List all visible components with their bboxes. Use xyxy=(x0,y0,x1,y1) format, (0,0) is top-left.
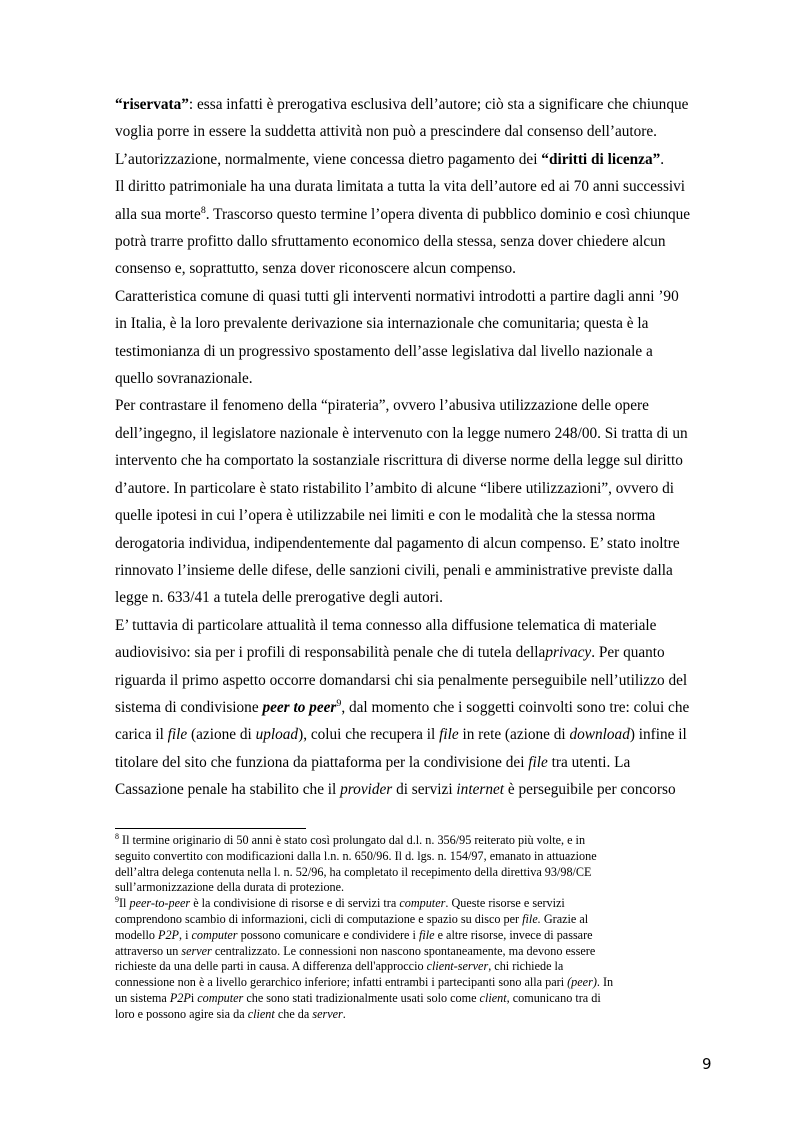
main-text xyxy=(115,91,718,804)
text-line: audiovisivo: sia per i profili di responsabilità penale che di tutela dellaprivacy. Per quanto xyxy=(115,644,665,662)
text-line: Il diritto patrimoniale ha una durata limitata a tutta la vita dell’autore ed ai 70 anni successivi xyxy=(115,178,686,196)
page-number: 9 xyxy=(702,1055,712,1073)
text-line: quelle ipotesi in cui l’opera è utilizzabile nei limiti e con le modalità che la stessa norma xyxy=(115,507,656,525)
footnote-separator xyxy=(115,828,306,829)
text-line: dell’ingegno, il legislatore nazionale è intervenuto con la legge numero 248/00. Si tratta di un xyxy=(115,424,688,442)
text-line: consenso e, soprattutto, senza dover riconoscere alcun compenso. xyxy=(115,260,516,278)
text-line: titolare del sito che funziona da piattaforma per la condivisione dei file tra utenti. La xyxy=(115,753,631,771)
footnote-9: $^9$Il peer-to-peer è la condivisione di risorse e di servizi tra computer. Queste risorse e servizi comprendono scambio di informazioni, cicli di computazione e spazio su disco per file. Grazie al modello P2P, i computer possono comunicare e condividere i file e altre risorse, invece di passare attraverso un server centralizzato. Le connessioni non nascono spontaneamente, ma devono essere richieste da una delle parti in causa. A differenza dell'approccio client-server, chi richiede la connessione non è a livello gerarchico inferiore; infatti entrambi i partecipanti sono alla pari (peer). In un sistema P2Pi computer che sono stati tradizionalmente usati solo come client, comunicano tra di loro e possono agire sia da client che da server. xyxy=(115,895,614,1021)
footnotes xyxy=(115,833,720,1023)
text-line: riguarda il primo aspetto occorre domandarsi chi sia penalmente perseguibile nell’utilizzo del xyxy=(115,671,688,689)
footnote-8: $^8$ Il termine originario di 50 anni è stato così prolungato dal d.l. n. 356/95 reiterato più volte, e in seguito convertito con modificazioni dalla l.n. n. 650/96. Il d. lgs. n. 154/97, emanato in attuazione dell’altra delega contenuta nella l. n. 52/96, ha completato il recepimento della direttiva 93/98/CE sull’armonizzazione della durata di protezione. xyxy=(115,831,597,895)
text-line: Caratteristica comune di quasi tutti gli interventi normativi introdotti a partire dagli anni ’90 xyxy=(115,287,679,305)
text-line: L’autorizzazione, normalmente, viene concessa dietro pagamento dei “diritti di licenza”. xyxy=(115,150,665,168)
text-line: quello sovranazionale. xyxy=(115,370,253,388)
text-line: rinnovato l’insieme delle difese, delle sanzioni civili, penali e amministrative previste dalla xyxy=(115,561,673,579)
text-line: d’autore. In particolare è stato ristabilito l’ambito di alcune “libere utilizzazioni”, ovvero di xyxy=(115,479,674,497)
text-line: voglia porre in essere la suddetta attività non può a prescindere dal consenso dell’autore. xyxy=(115,123,658,141)
text-line: carica il file (azione di upload), colui che recupera il file in rete (azione di download) infine il xyxy=(115,726,687,744)
text-line: in Italia, è la loro prevalente derivazione sia internazionale che comunitaria; questa è la xyxy=(115,315,649,333)
text-line: alla sua morte$^8$. Trascorso questo termine l’opera diventa di pubblico dominio e così chiunque xyxy=(115,204,691,223)
text-line: intervento che ha comportato la sostanziale riscrittura di diverse norme della legge sul diritto xyxy=(115,452,683,470)
text-line: sistema di condivisione peer to peer$^9$, dal momento che i soggetti coinvolti sono tre: colui che xyxy=(115,697,690,716)
text-line: Cassazione penale ha stabilito che il provider di servizi internet è perseguibile per concorso xyxy=(115,781,676,799)
text-line: testimonianza di un progressivo spostamento dell’asse legislativa dal livello nazionale a xyxy=(115,342,653,360)
text-line: potrà trarre profitto dallo sfruttamento economico della stessa, senza dover chiedere alcun xyxy=(115,233,666,251)
text-line: derogatoria individua, indipendentemente dal pagamento di alcun compenso. E’ stato inoltre xyxy=(115,534,680,552)
text-line: E’ tuttavia di particolare attualità il tema connesso alla diffusione telematica di materiale xyxy=(115,616,657,634)
footnote-ref-8: 8 xyxy=(200,204,206,216)
text-line: Per contrastare il fenomeno della “pirateria”, ovvero l’abusiva utilizzazione delle opere xyxy=(115,397,649,415)
text-line: “riservata”: essa infatti è prerogativa esclusiva dell’autore; ciò sta a significare che chiunque xyxy=(115,96,689,113)
footnote-ref-9: 9 xyxy=(336,697,342,709)
text-line: legge n. 633/41 a tutela delle prerogative degli autori. xyxy=(115,589,443,607)
